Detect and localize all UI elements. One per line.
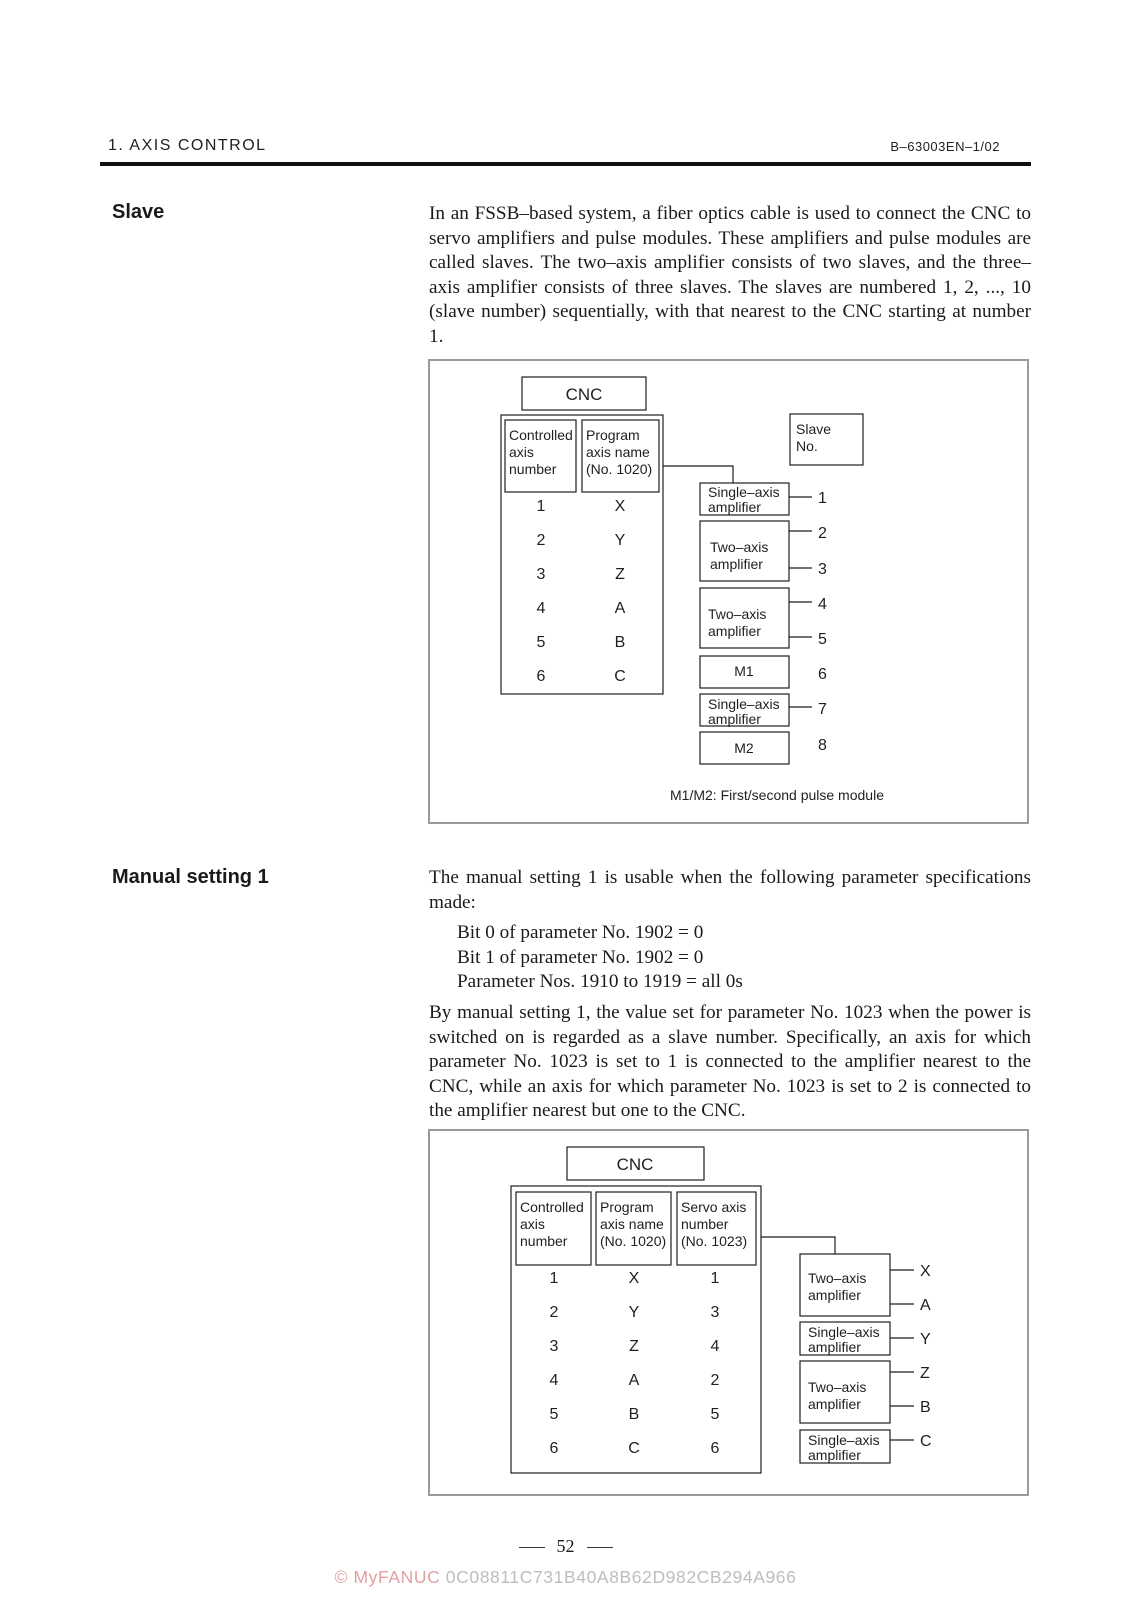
watermark bbox=[0, 1567, 1131, 1588]
parameter-condition: Parameter Nos. 1910 to 1919 = all 0s bbox=[457, 971, 743, 993]
fig2-servo-number: 5 bbox=[710, 1406, 720, 1423]
fig2-col-program-line3: (No. 1020) bbox=[600, 1233, 667, 1249]
parameter-condition: Bit 1 of parameter No. 1902 = 0 bbox=[457, 946, 704, 968]
running-header-section: 1. AXIS CONTROL bbox=[108, 137, 267, 154]
fig2-output-axis: C bbox=[920, 1433, 932, 1450]
document-id: B–63003EN–1/02 bbox=[890, 139, 1000, 154]
fig2-servo-number: 1 bbox=[710, 1270, 720, 1287]
fig1-axis-number: 5 bbox=[536, 634, 546, 651]
fig1-slave-no-line2: No. bbox=[796, 438, 818, 454]
fig1-axis-number: 4 bbox=[536, 600, 546, 617]
fig2-col-servo-line2: number bbox=[681, 1216, 729, 1232]
header-rule bbox=[100, 162, 1031, 166]
fig1-axis-number: 1 bbox=[536, 498, 546, 515]
fig2-amp1-line2: amplifier bbox=[808, 1287, 861, 1303]
fig2-amp2-line2: amplifier bbox=[808, 1339, 861, 1355]
page-dash-right bbox=[587, 1547, 613, 1548]
fig1-axis-name: C bbox=[614, 668, 626, 685]
fig2-amp1-line1: Two–axis bbox=[808, 1270, 867, 1286]
fig1-slave-number: 6 bbox=[818, 666, 827, 683]
page-dash-left bbox=[519, 1547, 545, 1548]
fig2-col-servo-line3: (No. 1023) bbox=[681, 1233, 748, 1249]
figure-manual-setting-1 bbox=[428, 1129, 1029, 1496]
fig2-axis-name: A bbox=[628, 1372, 640, 1389]
fig1-axis-name: Z bbox=[615, 566, 625, 583]
fig1-slave-number: 7 bbox=[818, 701, 827, 718]
fig2-axis-name: Y bbox=[628, 1304, 640, 1321]
fig2-servo-number: 2 bbox=[710, 1372, 720, 1389]
fig1-m2-label: M2 bbox=[734, 740, 754, 756]
watermark-code: 0C08811C731B40A8B62D982CB294A966 bbox=[445, 1567, 797, 1587]
slave-paragraph: In an FSSB–based system, a fiber optics cable is used to connect the CNC to servo amplifiers and pulse modules. These amplifiers and pulse modules are called slaves. The two–axis amplifier consists of two slaves, and the three–axis amplifier consists of three slaves. The slaves are numbered 1, 2, ..., 10 (slave number) sequentially, with that nearest to the CNC starting at number 1. bbox=[429, 203, 1031, 347]
fig1-col-program-line1: Program bbox=[586, 427, 640, 443]
fig1-slave-number: 4 bbox=[818, 596, 827, 613]
fig2-servo-number: 3 bbox=[710, 1304, 720, 1321]
figure-slave-numbering bbox=[428, 359, 1029, 824]
fig2-axis-number: 2 bbox=[549, 1304, 559, 1321]
fig2-axis-name: B bbox=[628, 1406, 640, 1423]
fig1-slave-number: 8 bbox=[818, 737, 827, 754]
fig1-amp2-line1: Two–axis bbox=[710, 539, 769, 555]
fig2-amp3-line1: Two–axis bbox=[808, 1379, 867, 1395]
fig1-col-controlled-line3: number bbox=[509, 461, 557, 477]
fig1-slave-number: 2 bbox=[818, 525, 827, 542]
fig1-m1-label: M1 bbox=[734, 663, 754, 679]
fig2-amp3-line2: amplifier bbox=[808, 1396, 861, 1412]
fig2-output-axis: B bbox=[920, 1399, 931, 1416]
fig1-caption: M1/M2: First/second pulse module bbox=[670, 787, 884, 803]
fig1-amp3-line2: amplifier bbox=[708, 623, 761, 639]
fig1-col-program-line3: (No. 1020) bbox=[586, 461, 653, 477]
watermark-brand: © MyFANUC bbox=[334, 1567, 441, 1587]
fig2-cnc-label: CNC bbox=[616, 1155, 654, 1174]
fig2-output-axis: Y bbox=[920, 1331, 931, 1348]
fig2-output-axis: Z bbox=[920, 1365, 930, 1382]
page-number bbox=[0, 1536, 1131, 1557]
parameter-conditions bbox=[457, 921, 743, 995]
fig1-amp2-line2: amplifier bbox=[710, 556, 763, 572]
fig1-amp4-line2: amplifier bbox=[708, 711, 761, 727]
fig2-amp4-line2: amplifier bbox=[808, 1447, 861, 1463]
parameter-condition: Bit 0 of parameter No. 1902 = 0 bbox=[457, 922, 704, 943]
section-title-manual-setting-1: Manual setting 1 bbox=[112, 866, 269, 888]
fig2-amp4-line1: Single–axis bbox=[808, 1432, 880, 1448]
fig1-slave-number: 5 bbox=[818, 631, 827, 648]
fig2-output-axis: A bbox=[920, 1297, 931, 1314]
manual-paragraph: By manual setting 1, the value set for parameter No. 1023 when the power is switched on is regarded as a slave number. Specifically, an axis for which parameter No. 1023 is set to 1 is connected to the amplifier nearest to the CNC, while an axis for which parameter No. 1023 is set to 2 is connected to the amplifier nearest but one to the CNC. bbox=[429, 1002, 1031, 1122]
fig1-slave-number: 3 bbox=[818, 561, 827, 578]
fig2-col-controlled-line3: number bbox=[520, 1233, 568, 1249]
fig2-axis-number: 6 bbox=[549, 1440, 559, 1457]
fig2-axis-number: 3 bbox=[549, 1338, 559, 1355]
fig1-axis-number: 2 bbox=[536, 532, 546, 549]
fig1-col-controlled-line2: axis bbox=[509, 444, 534, 460]
fig2-axis-name: Z bbox=[629, 1338, 639, 1355]
fig1-amp3-line1: Two–axis bbox=[708, 606, 767, 622]
fig2-col-controlled-line2: axis bbox=[520, 1216, 545, 1232]
fig1-col-controlled-line1: Controlled bbox=[509, 427, 573, 443]
fig2-servo-number: 6 bbox=[710, 1440, 720, 1457]
fig1-axis-name: B bbox=[614, 634, 626, 651]
fig1-amp4-line1: Single–axis bbox=[708, 696, 780, 712]
fig1-slave-number: 1 bbox=[818, 490, 827, 507]
fig2-axis-number: 4 bbox=[549, 1372, 559, 1389]
section-title-slave: Slave bbox=[112, 201, 165, 223]
fig1-axis-number: 6 bbox=[536, 668, 546, 685]
fig1-axis-name: X bbox=[614, 498, 626, 515]
fig1-amp1-line2: amplifier bbox=[708, 499, 761, 515]
fig1-slave-no-line1: Slave bbox=[796, 421, 832, 437]
fig2-col-controlled-line1: Controlled bbox=[520, 1199, 584, 1215]
fig2-col-program-line1: Program bbox=[600, 1199, 654, 1215]
fig2-amp2-line1: Single–axis bbox=[808, 1324, 880, 1340]
page-number-text: 52 bbox=[556, 1536, 575, 1556]
fig2-col-program-line2: axis name bbox=[600, 1216, 664, 1232]
fig2-output-axis: X bbox=[920, 1263, 931, 1280]
fig1-axis-name: Y bbox=[614, 532, 626, 549]
fig1-amp1-line1: Single–axis bbox=[708, 484, 780, 500]
fig1-col-program-line2: axis name bbox=[586, 444, 650, 460]
fig2-axis-number: 1 bbox=[549, 1270, 559, 1287]
fig2-axis-name: X bbox=[628, 1270, 640, 1287]
manual-intro: The manual setting 1 is usable when the following parameter specifications made: bbox=[429, 867, 1031, 913]
fig1-cnc-label: CNC bbox=[565, 385, 603, 404]
fig1-axis-number: 3 bbox=[536, 566, 546, 583]
fig1-axis-name: A bbox=[614, 600, 626, 617]
fig2-col-servo-line1: Servo axis bbox=[681, 1199, 747, 1215]
fig2-axis-number: 5 bbox=[549, 1406, 559, 1423]
fig2-servo-number: 4 bbox=[710, 1338, 720, 1355]
fig2-axis-name: C bbox=[628, 1440, 640, 1457]
